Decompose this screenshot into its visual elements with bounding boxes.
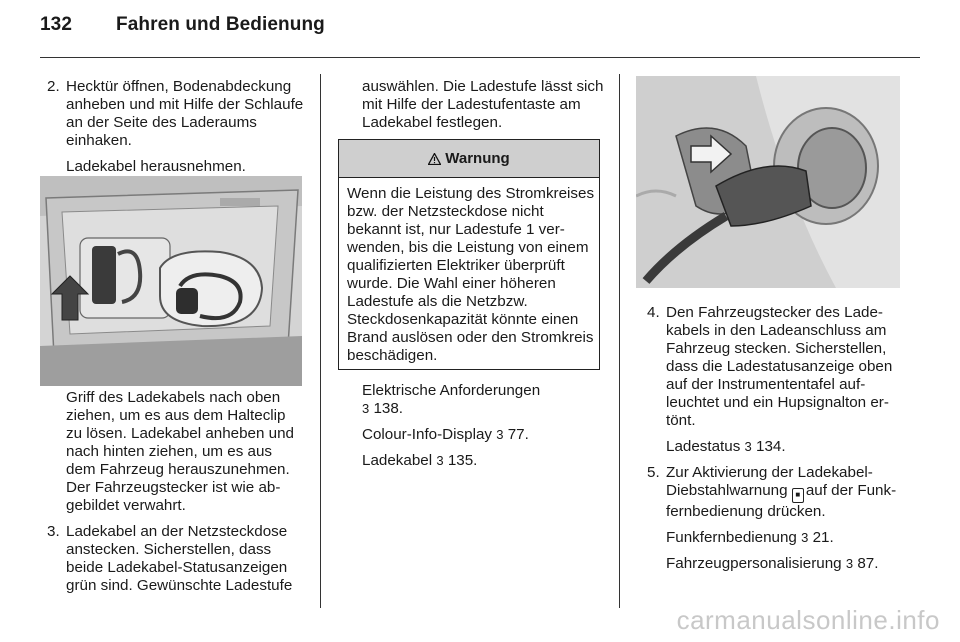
column-1 bbox=[40, 78, 304, 176]
column-divider-1 bbox=[320, 74, 321, 608]
page-ref-arrow-icon: 3 bbox=[362, 401, 370, 416]
watermark: carmanualsonline.info bbox=[676, 605, 940, 635]
step-number: 3. bbox=[47, 523, 60, 540]
step-text-after: auf der Funkfernbedienung drücken. bbox=[666, 482, 897, 520]
step-2 bbox=[40, 78, 304, 176]
page-ref-arrow-icon: 3 bbox=[744, 439, 752, 454]
trunk-cable-illustration bbox=[40, 176, 302, 386]
header-rule bbox=[40, 57, 920, 58]
step-5 bbox=[640, 464, 902, 573]
step-number: 5. bbox=[647, 464, 660, 481]
reference-item bbox=[362, 382, 610, 418]
column-2 bbox=[362, 78, 610, 132]
step-text: Hecktür öffnen, Bodenabdeckung anheben und mit Hilfe der Schlaufe an der Seite des Laderaums einhaken. bbox=[66, 78, 304, 149]
reference-page: 77. bbox=[507, 426, 529, 443]
warning-title: Warnung bbox=[445, 150, 510, 167]
page-header bbox=[40, 14, 325, 36]
page-ref-arrow-icon: 3 bbox=[801, 530, 809, 545]
column-2-refs bbox=[362, 382, 610, 470]
page-number: 132 bbox=[40, 14, 73, 35]
reference-label: Elektrische Anforderungen bbox=[362, 382, 541, 399]
reference-page: 134. bbox=[756, 438, 786, 455]
reference-page: 135. bbox=[447, 452, 478, 469]
column-3 bbox=[640, 304, 902, 573]
step-text bbox=[666, 464, 902, 521]
step-text-before: Zur Aktivierung der Ladekabel-Diebstahlwarnung bbox=[666, 464, 873, 499]
lock-key-icon: ■ bbox=[792, 488, 804, 503]
step-text: Ladekabel an der Netzsteckdose anstecken. Sicherstellen, dass beide Ladekabel-Statusanzeigen grün sind. Gewünschte Ladestufe bbox=[66, 523, 293, 594]
reference-page: 87. bbox=[857, 555, 879, 572]
page-ref-arrow-icon: 3 bbox=[496, 427, 504, 442]
reference-label: Ladestatus bbox=[666, 438, 741, 455]
reference-page: 21. bbox=[812, 529, 834, 546]
reference-label: Fahrzeugpersonalisierung bbox=[666, 555, 842, 572]
charge-port-illustration bbox=[636, 76, 900, 288]
reference-item bbox=[666, 529, 902, 547]
warning-text: Wenn die Leistung des Stromkreises bzw. der Netzsteckdose nicht bekannt ist, nur Ladestufe 1 verwenden, bis die Leistung von einem qualifizierten Elektriker überprüft wurde. Die Wahl einer höheren Ladestufe als die Netzbzw. Steckdosenkapazität könnte einen Brand auslösen oder den Stromkreis beschädigen. bbox=[347, 185, 595, 364]
column-divider-2 bbox=[619, 74, 620, 608]
step-number: 2. bbox=[47, 78, 60, 95]
step-3 bbox=[40, 523, 304, 595]
step-subtext: Ladekabel herausnehmen. bbox=[66, 158, 246, 175]
step-2-subtext-2: Griff des Ladekabels nach oben ziehen, um es aus dem Halteclip zu lösen. Ladekabel anheben und nach hinten ziehen, um es aus dem Fahrzeug herauszunehmen. Der Fahrzeugstecker ist wie abgebildet verwahrt. bbox=[66, 389, 295, 514]
reference-item bbox=[362, 426, 610, 444]
step-3-continued: auswählen. Die Ladestufe lässt sich mit Hilfe der Ladestufentaste am Ladekabel festlegen. bbox=[362, 78, 604, 131]
reference-page: 138. bbox=[373, 400, 404, 417]
reference-label: Ladekabel bbox=[362, 452, 433, 469]
warning-box bbox=[338, 139, 600, 370]
warning-triangle-icon bbox=[428, 153, 441, 165]
reference-item bbox=[666, 555, 902, 573]
step-text: Den Fahrzeugstecker des Ladekabels in den Ladeanschluss am Fahrzeug stecken. Sicherstellen, dass die Ladestatusanzeige oben auf der Instrumententafel aufleuchtet und ein Hupsignalton ertönt. bbox=[666, 304, 893, 429]
warning-header bbox=[339, 140, 599, 178]
step-number: 4. bbox=[647, 304, 660, 321]
reference-item bbox=[666, 438, 902, 456]
reference-label: Funkfernbedienung bbox=[666, 529, 797, 546]
step-4 bbox=[640, 304, 902, 456]
page-ref-arrow-icon: 3 bbox=[845, 556, 854, 571]
reference-label: Colour-Info-Display bbox=[362, 426, 492, 443]
column-1-continued bbox=[40, 389, 304, 595]
page-title: Fahren und Bedienung bbox=[116, 14, 325, 35]
reference-item bbox=[362, 452, 610, 470]
page-ref-arrow-icon: 3 bbox=[436, 453, 444, 468]
